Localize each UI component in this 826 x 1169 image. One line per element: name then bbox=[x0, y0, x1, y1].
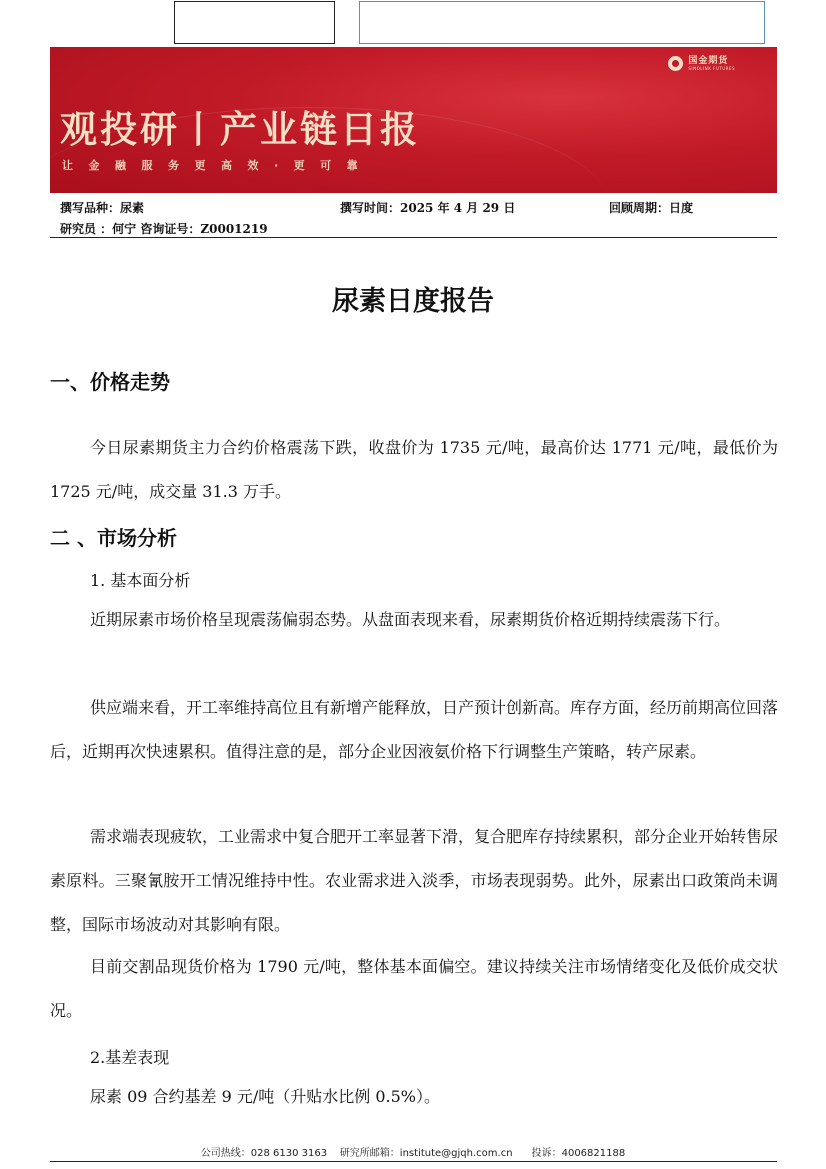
meta-variety: 撰写品种：尿素 bbox=[60, 201, 145, 215]
logo-mark-icon bbox=[668, 56, 683, 71]
meta-divider bbox=[50, 237, 777, 238]
footer-contact: 公司热线：028 6130 3163 研究所邮箱：institute@gjqh.com.cn 投诉：4006821188 bbox=[200, 1148, 626, 1159]
paragraph-spot-price: 目前交割品现货价格为 1790 元/吨，整体基本面偏空。建议持续关注市场情绪变化及低价成交状况。 bbox=[50, 957, 778, 1020]
paragraph-demand: 需求端表现疲软，工业需求中复合肥开工率显著下滑，复合肥库存持续累积，部分企业开始转售尿素原料。三聚氰胺开工情况维持中性。农业需求进入淡季，市场表现弱势。此外，尿素出口政策尚未调整，国际市场波动对其影响有限。 bbox=[50, 827, 779, 934]
subheading-basis: 2.基差表现 bbox=[90, 1048, 170, 1067]
report-banner bbox=[50, 47, 777, 193]
section-heading-market-analysis: 二 、市场分析 bbox=[50, 526, 177, 550]
paragraph-fundamentals-1: 近期尿素市场价格呈现震荡偏弱态势。从盘面表现来看，尿素期货价格近期持续震荡下行。 bbox=[90, 610, 731, 629]
banner-title: 观投研丨产业链日报 bbox=[60, 108, 420, 151]
logo-subtext: SINOLINK FUTURES bbox=[688, 65, 735, 71]
paragraph-price-trend: 今日尿素期货主力合约价格震荡下跌，收盘价为 1735 元/吨，最高价达 1771 元/吨，最低价为 1725 元/吨，成交量 31.3 万手。 bbox=[50, 438, 778, 501]
header-box-left bbox=[174, 1, 335, 44]
paragraph-basis: 尿素 09 合约基差 9 元/吨（升贴水比例 0.5%）。 bbox=[90, 1087, 441, 1106]
footer-divider bbox=[50, 1161, 777, 1162]
report-title: 尿素日度报告 bbox=[332, 286, 494, 317]
meta-researcher: 研究员 ：何宁 咨询证号：Z0001219 bbox=[60, 222, 268, 236]
header-box-right bbox=[359, 1, 765, 44]
meta-period: 回顾周期：日度 bbox=[609, 201, 694, 215]
subheading-fundamentals: 1. 基本面分析 bbox=[90, 571, 191, 590]
logo-text: 国金期货 bbox=[688, 55, 729, 66]
section-heading-price-trend: 一、价格走势 bbox=[50, 370, 170, 394]
meta-date: 撰写时间：2025 年 4 月 29 日 bbox=[340, 201, 516, 215]
paragraph-supply: 供应端来看，开工率维持高位且有新增产能释放，日产预计创新高。库存方面，经历前期高位回落后，近期再次快速累积。值得注意的是，部分企业因液氨价格下行调整生产策略，转产尿素。 bbox=[50, 698, 779, 761]
banner-slogan: 让金融服务更高效·更可靠 bbox=[62, 159, 374, 172]
company-logo bbox=[668, 56, 735, 71]
